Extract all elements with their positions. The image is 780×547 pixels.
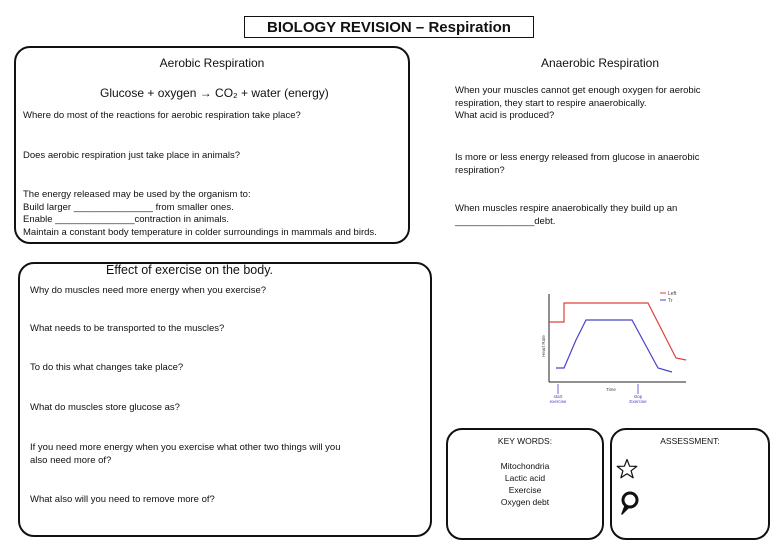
exercise-question-transport: What needs to be transported to the muscles? — [30, 323, 225, 334]
keyword-item: Oxygen debt — [500, 497, 550, 507]
legend-red-label: Left — [668, 291, 677, 297]
anaerobic-question-debt — [455, 203, 677, 228]
aerobic-question-animals: Does aerobic respiration just take place in animals? — [23, 150, 241, 161]
keyword-item: Lactic acid — [504, 473, 546, 483]
exercise-question-more — [30, 442, 341, 467]
start-label: exercise — [549, 399, 567, 404]
keyword-item: Exercise — [508, 485, 542, 495]
red-series-line — [549, 303, 686, 360]
exercise-line: If you need more energy when you exercise what other two things will you — [30, 442, 341, 453]
keywords-heading: KEY WORDS: — [497, 436, 553, 446]
anaerobic-line: When your muscles cannot get enough oxygen for aerobic — [455, 85, 701, 96]
y-axis-label: Heart Rate — [541, 335, 546, 357]
legend-blue-label: Tr — [668, 298, 673, 304]
x-axis-label: Time — [606, 387, 616, 392]
exercise-question-store: What do muscles store glucose as? — [30, 402, 180, 413]
stop-label: stop — [633, 394, 643, 399]
star-icon[interactable] — [616, 458, 638, 480]
exercise-line: also need more of? — [30, 454, 112, 466]
anaerobic-line: When muscles respire anaerobically they build up an — [455, 203, 678, 214]
aerobic-question-location: Where do most of the reactions for aerobic respiration take place? — [23, 110, 301, 121]
exercise-question-changes: To do this what changes take place? — [30, 362, 184, 373]
stop-label: Exercise — [629, 399, 647, 404]
anaerobic-line: _______________debt. — [455, 215, 556, 227]
energy-line: Maintain a constant body temperature in colder surroundings in mammals and birds. — [23, 226, 377, 238]
energy-line: The energy released may be used by the organism to: — [23, 189, 251, 200]
speech-bubble-icon[interactable] — [619, 491, 641, 517]
aerobic-energy-uses — [23, 189, 377, 239]
heart-rate-graph — [536, 286, 692, 410]
page-title: BIOLOGY REVISION – Respiration — [244, 16, 534, 38]
exercise-question-energy: Why do muscles need more energy when you exercise? — [30, 285, 267, 296]
aerobic-heading: Aerobic Respiration — [159, 56, 265, 70]
assessment-heading: ASSESSMENT: — [660, 436, 720, 446]
exercise-heading: Effect of exercise on the body. — [106, 263, 273, 277]
blue-series-line — [556, 320, 672, 372]
anaerobic-line: What acid is produced? — [455, 110, 555, 121]
energy-line: Build larger _______________ from smaller ones. — [23, 201, 234, 213]
start-label: start — [553, 394, 563, 399]
anaerobic-question-energy — [455, 152, 699, 177]
keyword-item: Mitochondria — [500, 461, 550, 471]
aerobic-equation: Glucose + oxygen → CO₂ + water (energy) — [100, 86, 329, 100]
anaerobic-line: respiration? — [455, 164, 505, 176]
energy-line: Enable _______________contraction in animals. — [23, 214, 229, 225]
anaerobic-line: Is more or less energy released from glucose in anaerobic — [455, 152, 700, 163]
anaerobic-line: respiration, they start to respire anaerobically. — [455, 97, 647, 109]
keywords-list — [446, 460, 604, 508]
anaerobic-question-acid — [455, 85, 701, 123]
exercise-question-remove: What also will you need to remove more of? — [30, 494, 215, 505]
anaerobic-heading: Anaerobic Respiration — [540, 56, 660, 70]
